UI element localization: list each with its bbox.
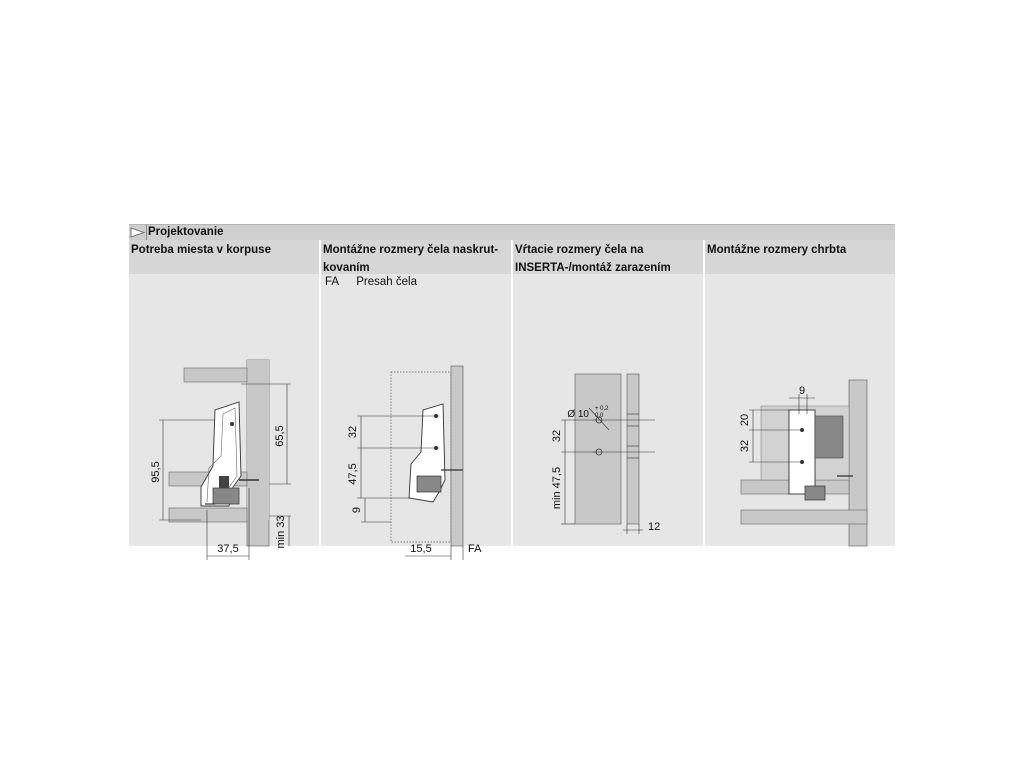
dim-min-clearance: min 33 bbox=[275, 515, 287, 549]
dim-tolerance-minus: 0,0 bbox=[595, 413, 604, 419]
dim-top-offset: 20 bbox=[739, 413, 751, 427]
dim-overlay: FA bbox=[468, 543, 482, 555]
column-front-mounting bbox=[321, 240, 511, 555]
column-back-mounting bbox=[705, 240, 895, 546]
column-cabinet-space bbox=[129, 240, 319, 555]
column-title: Montážne rozmery čela naskrut-kovaním bbox=[323, 244, 499, 274]
dim-side-offset: 15,5 bbox=[410, 543, 432, 555]
dim-panel-thickness: 12 bbox=[648, 521, 661, 533]
dim-bottom-offset: 9 bbox=[351, 506, 363, 514]
dim-height-total: 95,5 bbox=[150, 461, 162, 483]
title-separator bbox=[146, 225, 147, 240]
play-arrow-icon bbox=[130, 226, 146, 239]
dim-hole-height: 47,5 bbox=[347, 463, 359, 485]
dim-offset-width: 9 bbox=[798, 385, 806, 397]
back-mounting-diagram bbox=[705, 240, 895, 546]
dim-hole-diameter: Ø 10 bbox=[567, 409, 589, 420]
planning-sheet bbox=[129, 224, 895, 555]
column-title: Montážne rozmery chrbta bbox=[707, 244, 847, 256]
dim-hole-spacing: 32 bbox=[347, 425, 359, 439]
legend-code: FA bbox=[325, 276, 340, 288]
column-front-drilling bbox=[513, 240, 703, 546]
cabinet-space-diagram bbox=[129, 240, 319, 555]
column-title: Potreba miesta v korpuse bbox=[131, 244, 271, 256]
title-bar bbox=[129, 224, 895, 240]
section-title: Projektovanie bbox=[148, 226, 224, 238]
dim-hole-spacing: 32 bbox=[551, 429, 563, 443]
dim-side-width: 37,5 bbox=[217, 543, 239, 555]
legend-text: Presah čela bbox=[356, 276, 417, 288]
dim-tolerance-plus: + 0,2 bbox=[595, 406, 609, 412]
dim-height-drawer: 65,5 bbox=[274, 425, 286, 447]
front-mounting-diagram bbox=[321, 240, 511, 555]
dim-hole-spacing: 32 bbox=[739, 439, 751, 453]
dim-min-height: min 47,5 bbox=[551, 466, 563, 510]
front-drilling-diagram bbox=[513, 240, 703, 546]
column-title: Vŕtacie rozmery čela na INSERTA-/montáž zarazením bbox=[515, 244, 671, 274]
